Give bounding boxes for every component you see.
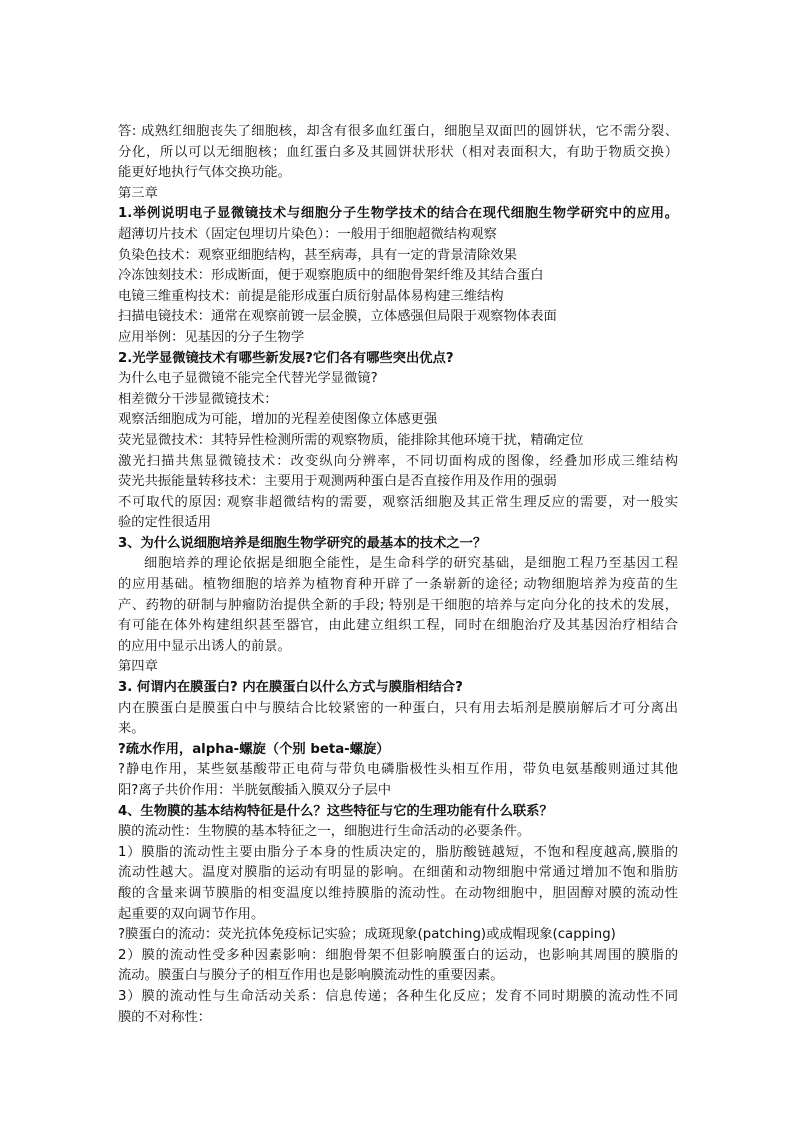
text-line: 1）膜脂的流动性主要由脂分子本身的性质决定的，脂肪酸链越短，不饱和程度越高,膜脂的 — [118, 844, 678, 860]
text-line: 超薄切片技术（固定包埋切片染色）：一般用于细胞超微结构观察 — [118, 226, 497, 242]
question-heading: 1.举例说明电子显微镜技术与细胞分子生物学技术的结合在现代细胞生物学研究中的应用。 — [118, 206, 678, 222]
text-line: ?疏水作用，alpha-螺旋（个别 beta-螺旋） — [118, 741, 390, 757]
text-line: ?静电作用，某些氨基酸带正电荷与带负电磷脂极性头相互作用，带负电氨基酸则通过其他 — [118, 762, 678, 778]
text-line: 荧光显微技术：其特异性检测所需的观察物质，能排除其他环境干扰，精确定位 — [118, 432, 584, 448]
text-line: 阳?离子共价作用：半胱氨酸插入膜双分子层中 — [118, 783, 391, 798]
text-line: 分化，所以可以无细胞核；血红蛋白多及其圆饼状形状（相对表面积大，有助于物质交换） — [118, 144, 678, 160]
text-line: 不可取代的原因: 观察非超微结构的需要，观察活细胞及其正常生理反应的需要，对一般实 — [118, 494, 678, 510]
text-line: 应用举例：见基因的分子生物学 — [118, 329, 305, 345]
text-line: 细胞培养的理论依据是细胞全能性，是生命科学的研究基础，是细胞工程乃至基因工程 — [144, 556, 678, 572]
text-line: 相差微分干涉显微镜技术： — [118, 391, 278, 407]
text-line: 膜的流动性：生物膜的基本特征之一，细胞进行生命活动的必要条件。 — [118, 824, 531, 840]
text-line: 的应用中显示出诱人的前景。 — [118, 638, 291, 654]
chapter-heading: 第三章 — [118, 185, 158, 201]
text-line: 来。 — [118, 721, 145, 737]
text-line: 答: 成熟红细胞丧失了细胞核，却含有很多血红蛋白，细胞呈双面凹的圆饼状，它不需分裂、 — [118, 124, 678, 139]
text-line: 荧光共振能量转移技术：主要用于观测两种蛋白是否直接作用及作用的强弱 — [118, 474, 557, 490]
document-page — [118, 122, 678, 1028]
text-line: 酸的含量来调节膜脂的相变温度以维持膜脂的流动性。在动物细胞中，胆固醇对膜的流动性 — [118, 885, 678, 901]
text-line: 起重要的双向调节作用。 — [118, 906, 265, 922]
text-line: 2）膜的流动性受多种因素影响：细胞骨架不但影响膜蛋白的运动，也影响其周围的膜脂的 — [118, 947, 678, 963]
text-line: 激光扫描共焦显微镜技术：改变纵向分辨率，不同切面构成的图像，经叠加形成三维结构 — [118, 453, 678, 469]
text-line: 负染色技术：观察亚细胞结构，甚至病毒，具有一定的背景清除效果 — [118, 247, 517, 263]
question-heading: 2.光学显微镜技术有哪些新发展?它们各有哪些突出优点? — [118, 350, 454, 366]
text-line: ?膜蛋白的流动：荧光抗体免疫标记实验；成斑现象(patching)或成帽现象(capping) — [118, 927, 616, 943]
text-line: 内在膜蛋白是膜蛋白中与膜结合比较紧密的一种蛋白，只有用去垢剂是膜崩解后才可分离出 — [118, 700, 678, 716]
question-heading: 3、为什么说细胞培养是细胞生物学研究的最基本的技术之一？ — [118, 535, 487, 551]
text-line: 电镜三维重构技术：前提是能形成蛋白质衍射晶体易构建三维结构 — [118, 288, 504, 304]
question-heading: 4、生物膜的基本结构特征是什么？这些特征与它的生理功能有什么联系？ — [118, 803, 553, 819]
text-line: 为什么电子显微镜不能完全代替光学显微镜? — [118, 371, 378, 387]
text-line: 验的定性很适用 — [118, 515, 212, 531]
text-line: 产、药物的研制与肿瘤防治提供全新的手段; 特别是干细胞的培养与定向分化的技术的发展， — [118, 597, 678, 613]
text-line: 流动。膜蛋白与膜分子的相互作用也是影响膜流动性的重要因素。 — [118, 968, 504, 984]
chapter-heading: 第四章 — [118, 659, 158, 675]
text-line: 冷冻蚀刻技术：形成断面，便于观察胞质中的细胞骨架纤维及其结合蛋白 — [118, 268, 544, 284]
text-line: 有可能在体外构建组织甚至器官，由此建立组织工程，同时在细胞治疗及其基因治疗相结合 — [118, 618, 678, 634]
text-line: 3）膜的流动性与生命活动关系：信息传递；各种生化反应；发育不同时期膜的流动性不同 — [118, 988, 678, 1004]
text-line: 观察活细胞成为可能，增加的光程差使图像立体感更强 — [118, 412, 438, 428]
text-line: 流动性越大。温度对膜脂的运动有明显的影响。在细菌和动物细胞中常通过增加不饱和脂肪 — [118, 865, 678, 881]
text-line: 膜的不对称性： — [118, 1009, 212, 1025]
text-line: 能更好地执行气体交换功能。 — [118, 165, 291, 181]
text-line: 的应用基础。植物细胞的培养为植物育种开辟了一条崭新的途径; 动物细胞培养为疫苗的生 — [118, 577, 678, 593]
text-line: 扫描电镜技术：通常在观察前镀一层金膜，立体感强但局限于观察物体表面 — [118, 309, 557, 325]
question-heading: 3. 何谓内在膜蛋白? 内在膜蛋白以什么方式与膜脂相结合? — [118, 680, 463, 696]
